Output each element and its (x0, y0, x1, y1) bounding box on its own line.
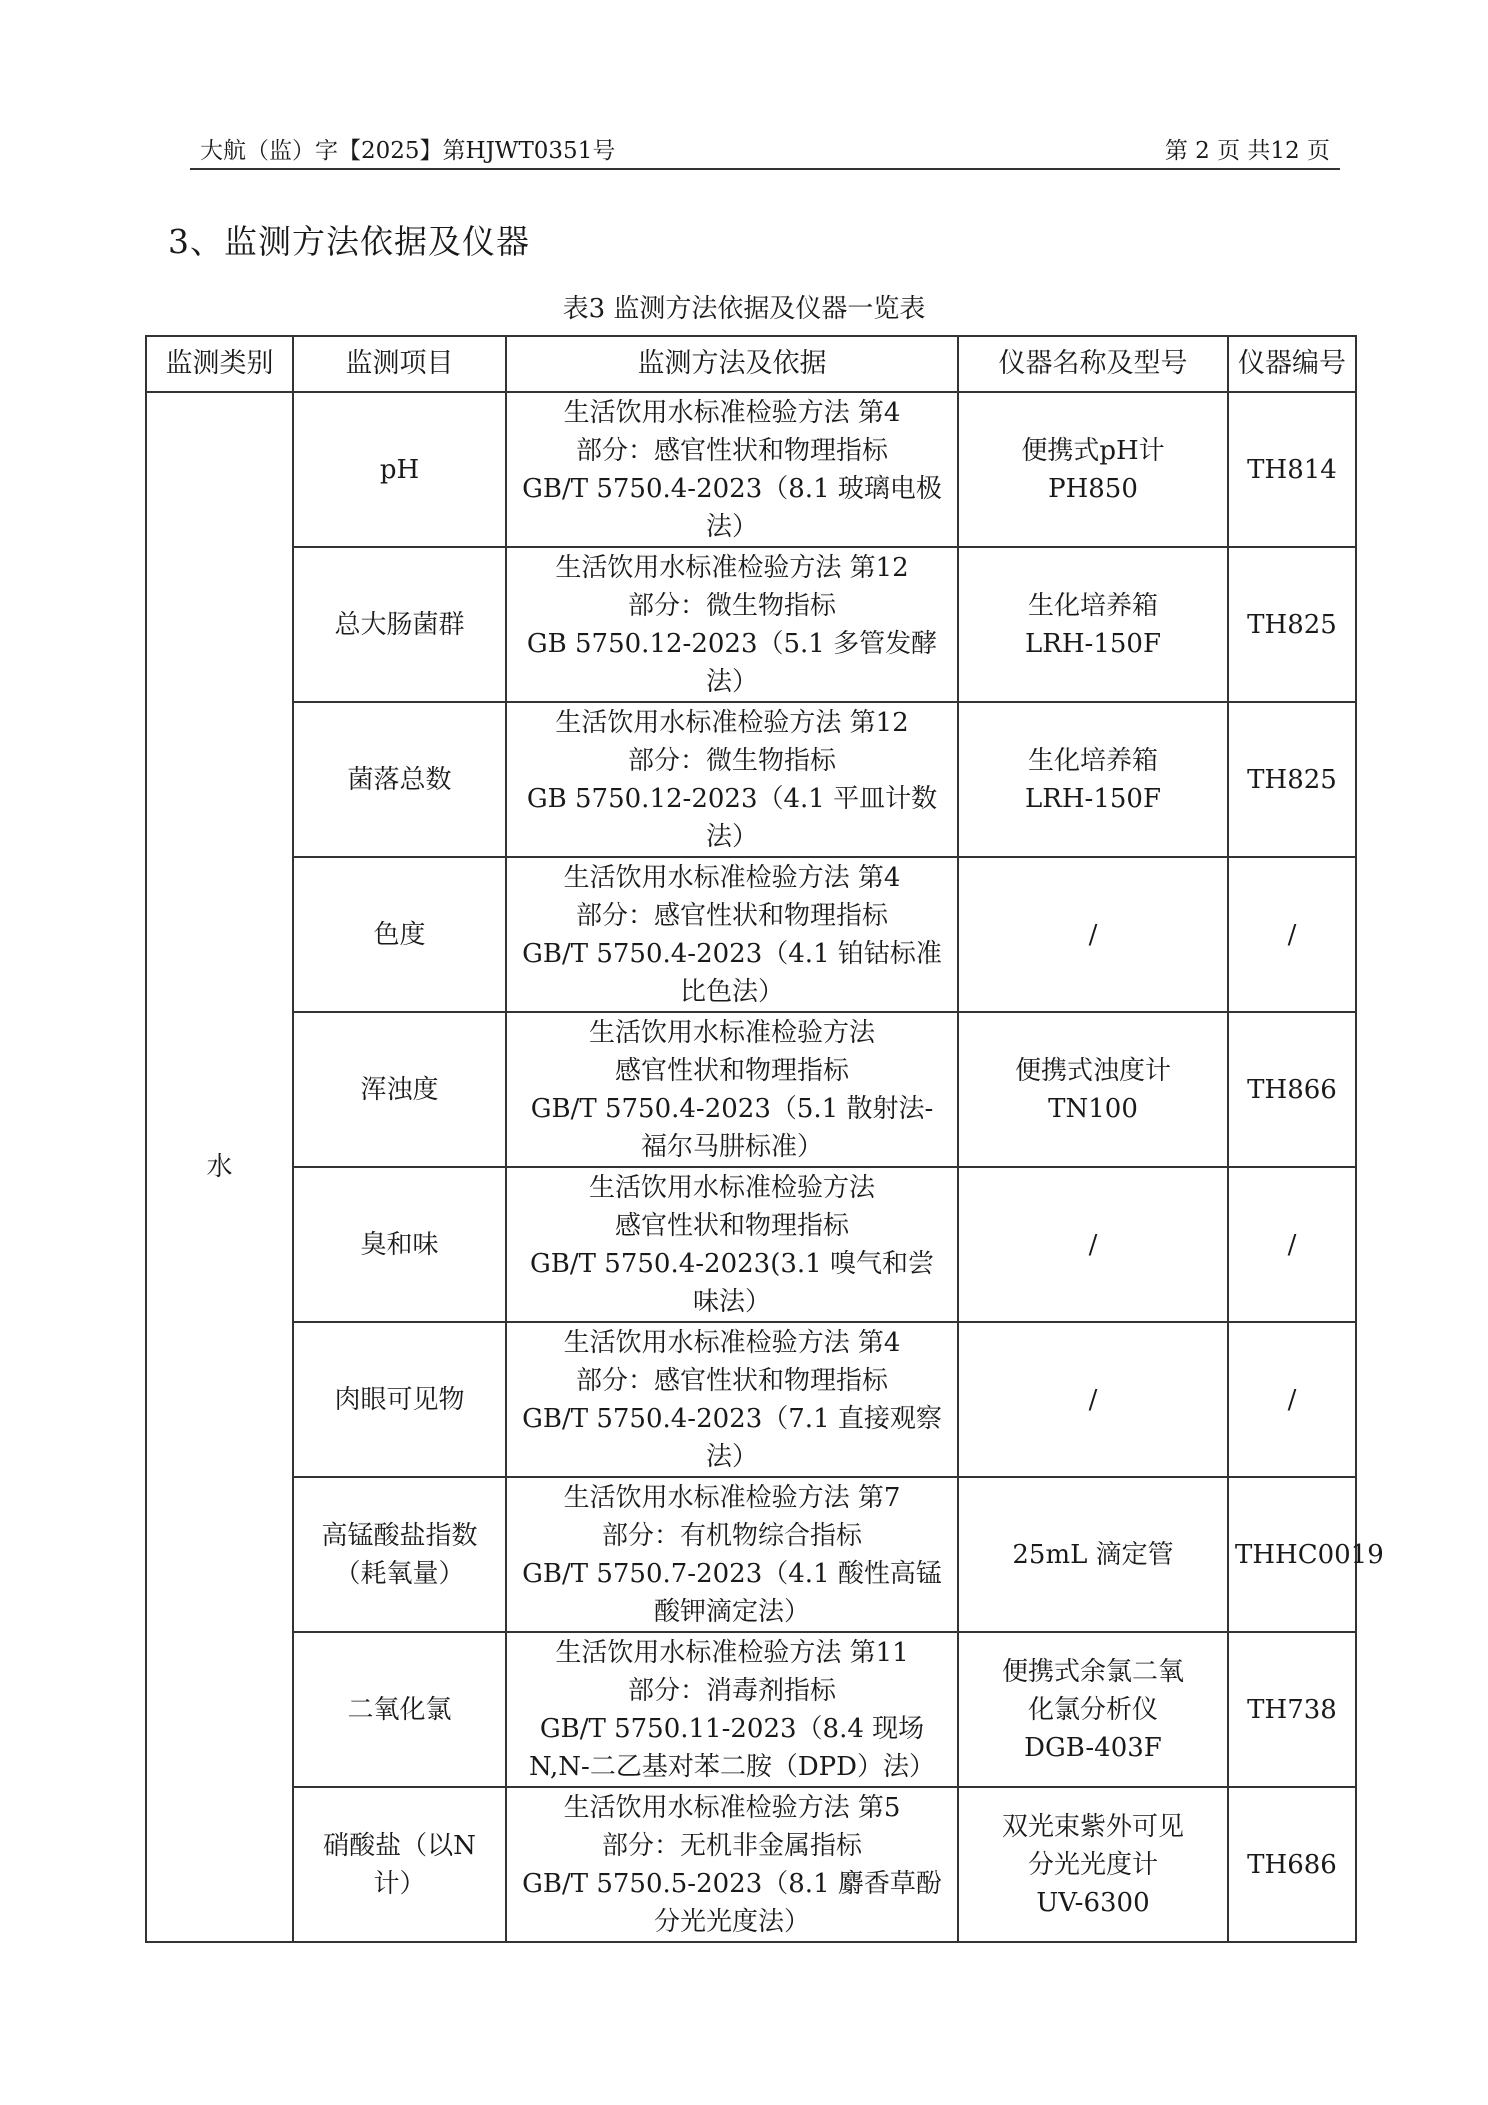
table-row (146, 1787, 1356, 1942)
item-cell: 硝酸盐（以N 计） (293, 1787, 506, 1942)
table-row (146, 1012, 1356, 1167)
item-cell: 肉眼可见物 (293, 1322, 506, 1477)
instrument-code-cell: TH814 (1228, 392, 1356, 547)
methods-table (145, 335, 1384, 1943)
col-header-method: 监测方法及依据 (506, 336, 958, 392)
table-header-row (146, 336, 1356, 392)
table-row (146, 1322, 1356, 1477)
item-cell: 二氧化氯 (293, 1632, 506, 1787)
method-cell: 生活饮用水标准检验方法 感官性状和物理指标 GB/T 5750.4-2023（5.1 散射法- 福尔马肼标准） (506, 1012, 958, 1167)
item-cell: 菌落总数 (293, 702, 506, 857)
report-number: 大航（监）字【2025】第HJWT0351号 (200, 138, 616, 164)
col-header-category: 监测类别 (146, 336, 293, 392)
instrument-cell: 双光束紫外可见 分光光度计 UV-6300 (958, 1787, 1228, 1942)
table-row (146, 1632, 1356, 1787)
instrument-code-cell: TH738 (1228, 1632, 1356, 1787)
method-cell: 生活饮用水标准检验方法 第5 部分：无机非金属指标 GB/T 5750.5-2023（8.1 麝香草酚 分光光度法） (506, 1787, 958, 1942)
table-row (146, 1167, 1356, 1322)
page-header (190, 128, 1340, 170)
instrument-cell: / (958, 1167, 1228, 1322)
item-cell: 总大肠菌群 (293, 547, 506, 702)
instrument-cell: 便携式pH计 PH850 (958, 392, 1228, 547)
page-number: 第 2 页 共12 页 (1164, 138, 1330, 164)
method-cell: 生活饮用水标准检验方法 第4 部分：感官性状和物理指标 GB/T 5750.4-2023（4.1 铂钴标准 比色法） (506, 857, 958, 1012)
instrument-code-cell: TH686 (1228, 1787, 1356, 1942)
section-title: 3、监测方法依据及仪器 (168, 222, 530, 261)
instrument-code-cell: / (1228, 857, 1356, 1012)
item-cell: 色度 (293, 857, 506, 1012)
method-cell: 生活饮用水标准检验方法 第7 部分：有机物综合指标 GB/T 5750.7-2023（4.1 酸性高锰 酸钾滴定法） (506, 1477, 958, 1632)
table-row (146, 702, 1356, 857)
table-row (146, 392, 1356, 547)
col-header-instrument: 仪器名称及型号 (958, 336, 1228, 392)
col-header-code: 仪器编号 (1228, 336, 1356, 392)
item-cell: 臭和味 (293, 1167, 506, 1322)
table-row (146, 857, 1356, 1012)
table-row (146, 1477, 1356, 1632)
instrument-cell: 便携式浊度计 TN100 (958, 1012, 1228, 1167)
item-cell: 高锰酸盐指数 （耗氧量） (293, 1477, 506, 1632)
method-cell: 生活饮用水标准检验方法 第4 部分：感官性状和物理指标 GB/T 5750.4-2023（7.1 直接观察 法） (506, 1322, 958, 1477)
instrument-code-cell: TH825 (1228, 547, 1356, 702)
method-cell: 生活饮用水标准检验方法 第11 部分：消毒剂指标 GB/T 5750.11-2023（8.4 现场 N,N-二乙基对苯二胺（DPD）法） (506, 1632, 958, 1787)
col-header-item: 监测项目 (293, 336, 506, 392)
method-cell: 生活饮用水标准检验方法 第4 部分：感官性状和物理指标 GB/T 5750.4-2023（8.1 玻璃电极 法） (506, 392, 958, 547)
instrument-cell: 便携式余氯二氧 化氯分析仪 DGB-403F (958, 1632, 1228, 1787)
table-row (146, 547, 1356, 702)
item-cell: pH (293, 392, 506, 547)
method-cell: 生活饮用水标准检验方法 第12 部分：微生物指标 GB 5750.12-2023（4.1 平皿计数 法） (506, 702, 958, 857)
instrument-cell: 25mL 滴定管 (958, 1477, 1228, 1632)
instrument-cell: 生化培养箱 LRH-150F (958, 547, 1228, 702)
instrument-cell: 生化培养箱 LRH-150F (958, 702, 1228, 857)
instrument-code-cell: / (1228, 1322, 1356, 1477)
instrument-code-cell: TH866 (1228, 1012, 1356, 1167)
instrument-cell: / (958, 857, 1228, 1012)
category-cell: 水 (146, 392, 293, 1942)
instrument-code-cell: / (1228, 1167, 1356, 1322)
instrument-code-cell: THHC0019 (1228, 1477, 1356, 1632)
method-cell: 生活饮用水标准检验方法 第12 部分：微生物指标 GB 5750.12-2023（5.1 多管发酵 法） (506, 547, 958, 702)
method-cell: 生活饮用水标准检验方法 感官性状和物理指标 GB/T 5750.4-2023(3.1 嗅气和尝 味法） (506, 1167, 958, 1322)
item-cell: 浑浊度 (293, 1012, 506, 1167)
instrument-code-cell: TH825 (1228, 702, 1356, 857)
instrument-cell: / (958, 1322, 1228, 1477)
table-caption: 表3 监测方法依据及仪器一览表 (562, 294, 926, 324)
